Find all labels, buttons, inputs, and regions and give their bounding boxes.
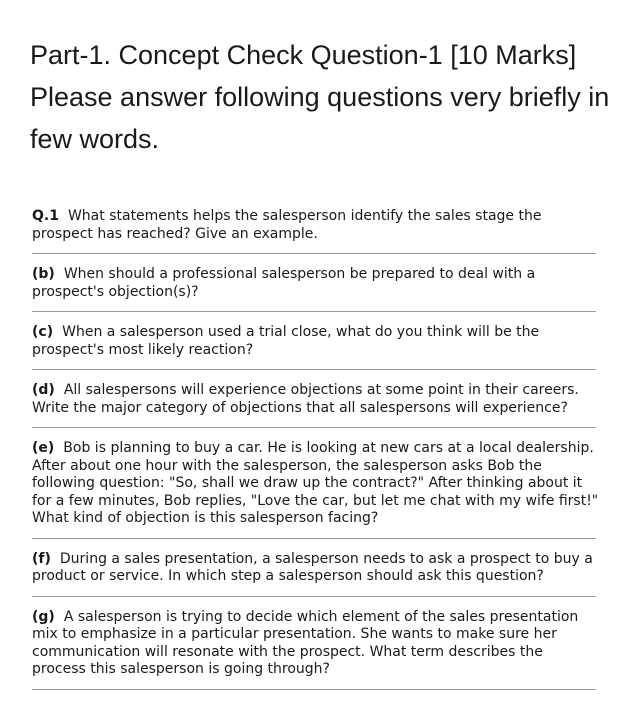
question-text: What statements helps the salesperson identify the sales stage the prospect has reached? Give an example. xyxy=(32,208,542,242)
question-f xyxy=(32,551,600,586)
question-label: (e) xyxy=(32,440,55,456)
question-label: Q.1 xyxy=(32,208,59,224)
question-label: (d) xyxy=(32,382,55,398)
question-text: When should a professional salesperson be prepared to deal with a prospect's objection(s)? xyxy=(32,266,536,300)
divider xyxy=(32,253,596,254)
divider xyxy=(32,538,596,539)
question-label: (c) xyxy=(32,324,54,340)
question-g xyxy=(32,609,600,679)
question-b xyxy=(32,266,600,301)
question-text: All salespersons will experience objections at some point in their careers. Write the major category of objections that all salespersons will experience? xyxy=(32,382,579,416)
question-text: A salesperson is trying to decide which element of the sales presentation mix to emphasize in a particular presentation. She wants to make sure her communication will resonate with the prospect. What term describes the process this salesperson is going through? xyxy=(32,608,579,677)
divider xyxy=(32,596,596,597)
question-label: (g) xyxy=(32,608,55,625)
divider xyxy=(32,369,596,370)
divider xyxy=(32,311,596,312)
question-label: (f) xyxy=(32,550,51,567)
question-d xyxy=(32,382,600,417)
question-c xyxy=(32,324,600,359)
question-1 xyxy=(32,208,600,243)
question-label: (b) xyxy=(32,266,55,282)
question-text: During a sales presentation, a salesperson needs to ask a prospect to buy a product or service. In which step a salesperson should ask this question? xyxy=(32,550,593,584)
divider xyxy=(32,689,596,690)
divider xyxy=(32,427,596,428)
question-e xyxy=(32,440,600,528)
question-text: Bob is planning to buy a car. He is looking at new cars at a local dealership. After about one hour with the salesperson, the salesperson asks Bob the following question: "So, shall we draw up the contract?" After thinking about it for a few minutes, Bob replies, "Love the car, but let me chat with my wife first!" What kind of objection is this salesperson facing? xyxy=(32,440,599,526)
question-list xyxy=(32,208,600,702)
question-text: When a salesperson used a trial close, what do you think will be the prospect's most likely reaction? xyxy=(32,324,540,358)
page-title: Part-1. Concept Check Question-1 [10 Marks] Please answer following questions very briefly in few words. xyxy=(30,40,610,154)
